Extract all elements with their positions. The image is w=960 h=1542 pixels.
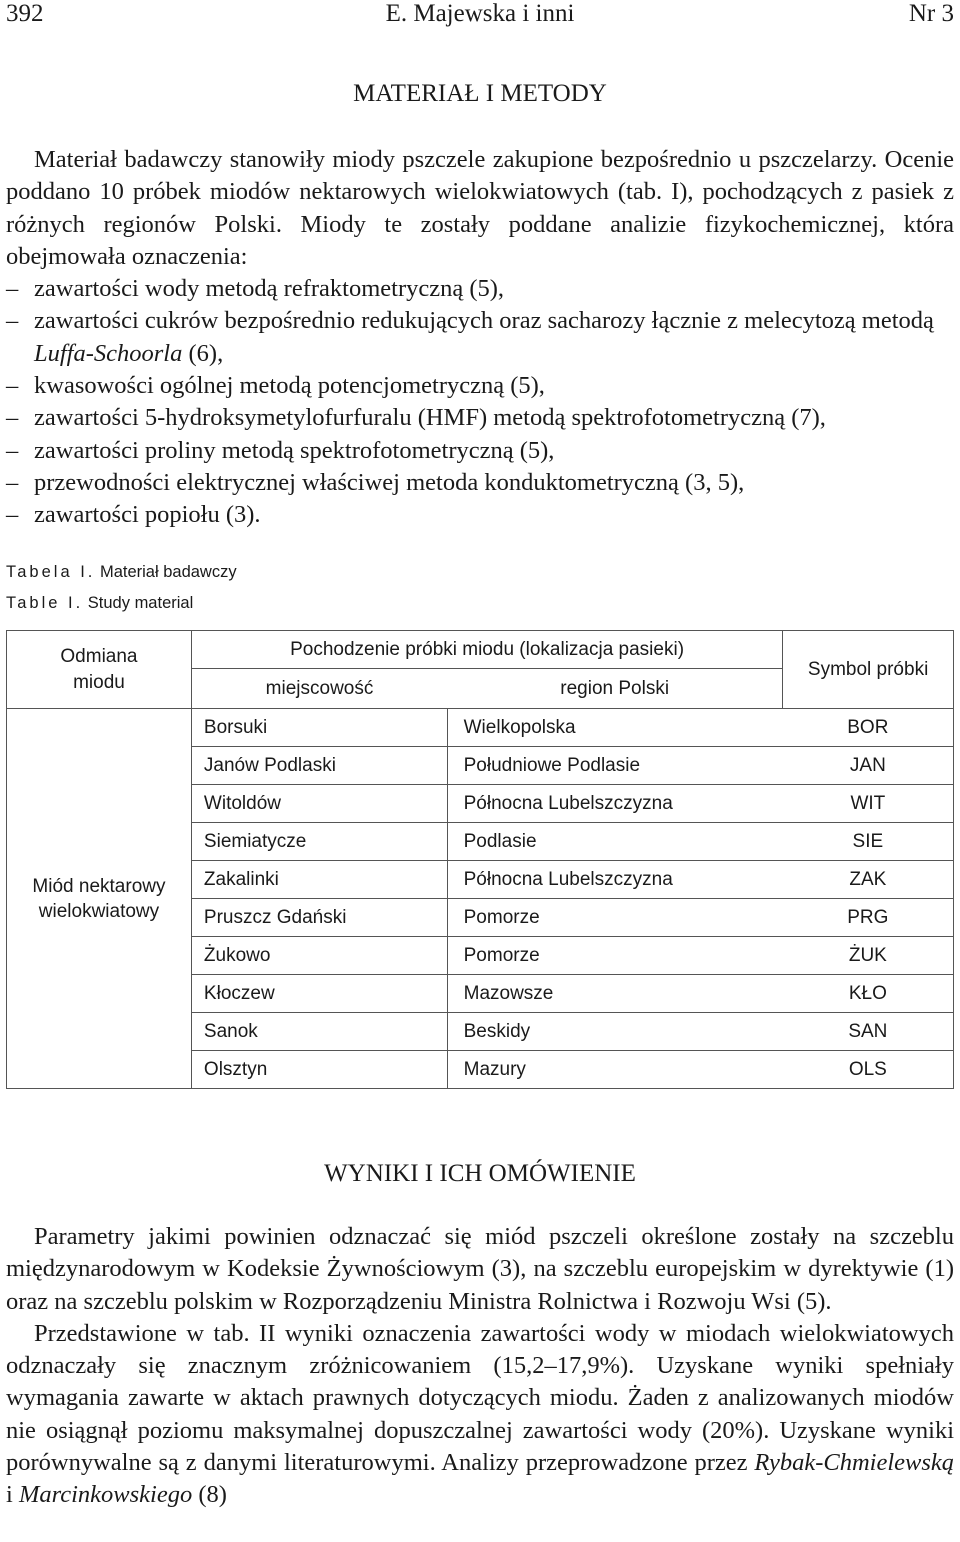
symbol-cell: PRG — [783, 899, 954, 937]
table-row — [7, 709, 954, 747]
locality-cell: Sanok — [191, 1013, 447, 1051]
section-title-methods: MATERIAŁ I METODY — [353, 80, 607, 107]
author-name: Marcinkowskiego — [18, 1481, 193, 1509]
region-cell: Mazowsze — [447, 975, 783, 1013]
list-item: – zawartości popiołu (3). — [6, 501, 261, 529]
table-caption-pl: Tabela I. Materiał badawczy — [6, 563, 237, 581]
region-cell: Pomorze — [447, 937, 783, 975]
symbol-cell: SAN — [783, 1013, 954, 1051]
symbol-cell: JAN — [783, 747, 954, 785]
methods-paragraph: Materiał badawczy stanowiły miody pszczele zakupione bezpośrednio u pszczelarzy. Ocenie poddano 10 próbek miodów nektarowych wielokwiatowych (tab. I), pochodzących z pasiek z różnych regionów Polski. Miody te zostały poddane analizie fizykochemicznej, która obejmowała oznaczenia: — [6, 146, 954, 270]
list-item: – zawartości wody metodą refraktometryczną (5), — [6, 275, 505, 303]
header-origin: Pochodzenie próbki miodu (lokalizacja pasieki) — [191, 631, 782, 669]
author-name: Rybak-Chmielewską — [754, 1449, 954, 1477]
symbol-cell: ZAK — [783, 861, 954, 899]
locality-cell: Olsztyn — [191, 1051, 447, 1089]
results-paragraph-1: Parametry jakimi powinien odznaczać się miód pszczeli określone zostały na szczeblu międzynarodowym w Kodeksie Żywnościowym (3), na szczeblu europejskim w dyrektywie (1) oraz na szczeblu polskim w Rozporządzeniu Ministra Rolnictwa i Rozwoju Wsi (5). — [6, 1223, 954, 1315]
region-cell: Południowe Podlasie — [447, 747, 783, 785]
header-region: region Polski — [447, 669, 783, 709]
region-cell: Północna Lubelszczyzna — [447, 861, 783, 899]
symbol-cell: OLS — [783, 1051, 954, 1089]
locality-cell: Witoldów — [191, 785, 447, 823]
locality-cell: Siemiatycze — [191, 823, 447, 861]
locality-cell: Janów Podlaski — [191, 747, 447, 785]
results-body — [6, 1221, 954, 1512]
list-item: – kwasowości ogólnej metodą potencjometryczną (5), — [6, 372, 545, 400]
symbol-cell: BOR — [783, 709, 954, 747]
table-caption-en: Table I. Study material — [6, 594, 194, 612]
symbol-cell: ŻUK — [783, 937, 954, 975]
study-material-table — [6, 630, 954, 1089]
region-cell: Podlasie — [447, 823, 783, 861]
variety-cell: Miód nektarowy wielokwiatowy — [7, 709, 192, 1089]
symbol-cell: KŁO — [783, 975, 954, 1013]
issue-number: Nr 3 — [908, 0, 954, 27]
header-locality: miejscowość — [191, 669, 447, 709]
region-cell: Wielkopolska — [447, 709, 783, 747]
region-cell: Pomorze — [447, 899, 783, 937]
locality-cell: Zakalinki — [191, 861, 447, 899]
running-head-authors: E. Majewska i inni — [385, 0, 575, 27]
region-cell: Beskidy — [447, 1013, 783, 1051]
analysis-list — [6, 273, 954, 531]
section-title-results: WYNIKI I ICH OMÓWIENIE — [324, 1160, 636, 1187]
header-variety: Odmiana miodu — [7, 631, 192, 709]
list-item: – przewodności elektrycznej właściwej metoda konduktometryczną (3, 5), — [6, 468, 745, 496]
list-item: – zawartości 5-hydroksymetylofurfuralu (HMF) metodą spektrofotometryczną (7), — [6, 404, 826, 432]
locality-cell: Żukowo — [191, 937, 447, 975]
region-cell: Mazury — [447, 1051, 783, 1089]
header-symbol: Symbol próbki — [783, 631, 954, 709]
locality-cell: Pruszcz Gdański — [191, 899, 447, 937]
page-number: 392 — [6, 0, 44, 27]
running-header — [6, 0, 954, 32]
symbol-cell: WIT — [783, 785, 954, 823]
list-item: – zawartości proliny metodą spektrofotometryczną (5), — [6, 436, 555, 464]
methods-body — [6, 144, 954, 532]
locality-cell: Kłoczew — [191, 975, 447, 1013]
method-name: Luffa-Schoorla — [34, 339, 183, 367]
list-item: – zawartości cukrów bezpośrednio redukujących oraz sacharozy łącznie z melecytozą metodą Luffa-Schoorla (6), — [6, 307, 934, 367]
symbol-cell: SIE — [783, 823, 954, 861]
region-cell: Północna Lubelszczyzna — [447, 785, 783, 823]
locality-cell: Borsuki — [191, 709, 447, 747]
results-paragraph-2: Przedstawione w tab. II wyniki oznaczenia zawartości wody w miodach wielokwiatowych odznaczały się znacznym zróżnicowaniem (15,2–17,9%). Uzyskane wyniki spełniały wymagania zawarte w aktach prawnych dotyczących miodu. Żaden z analizowanych miodów nie osiągnął poziomu maksymalnej dopuszczalnej zawartości wody (20%). Uzyskane wyniki porównywalne są z danymi literaturowymi. Analizy przeprowadzone przez Rybak-Chmielewską i Marcinkowskiego (8) — [6, 1319, 954, 1509]
